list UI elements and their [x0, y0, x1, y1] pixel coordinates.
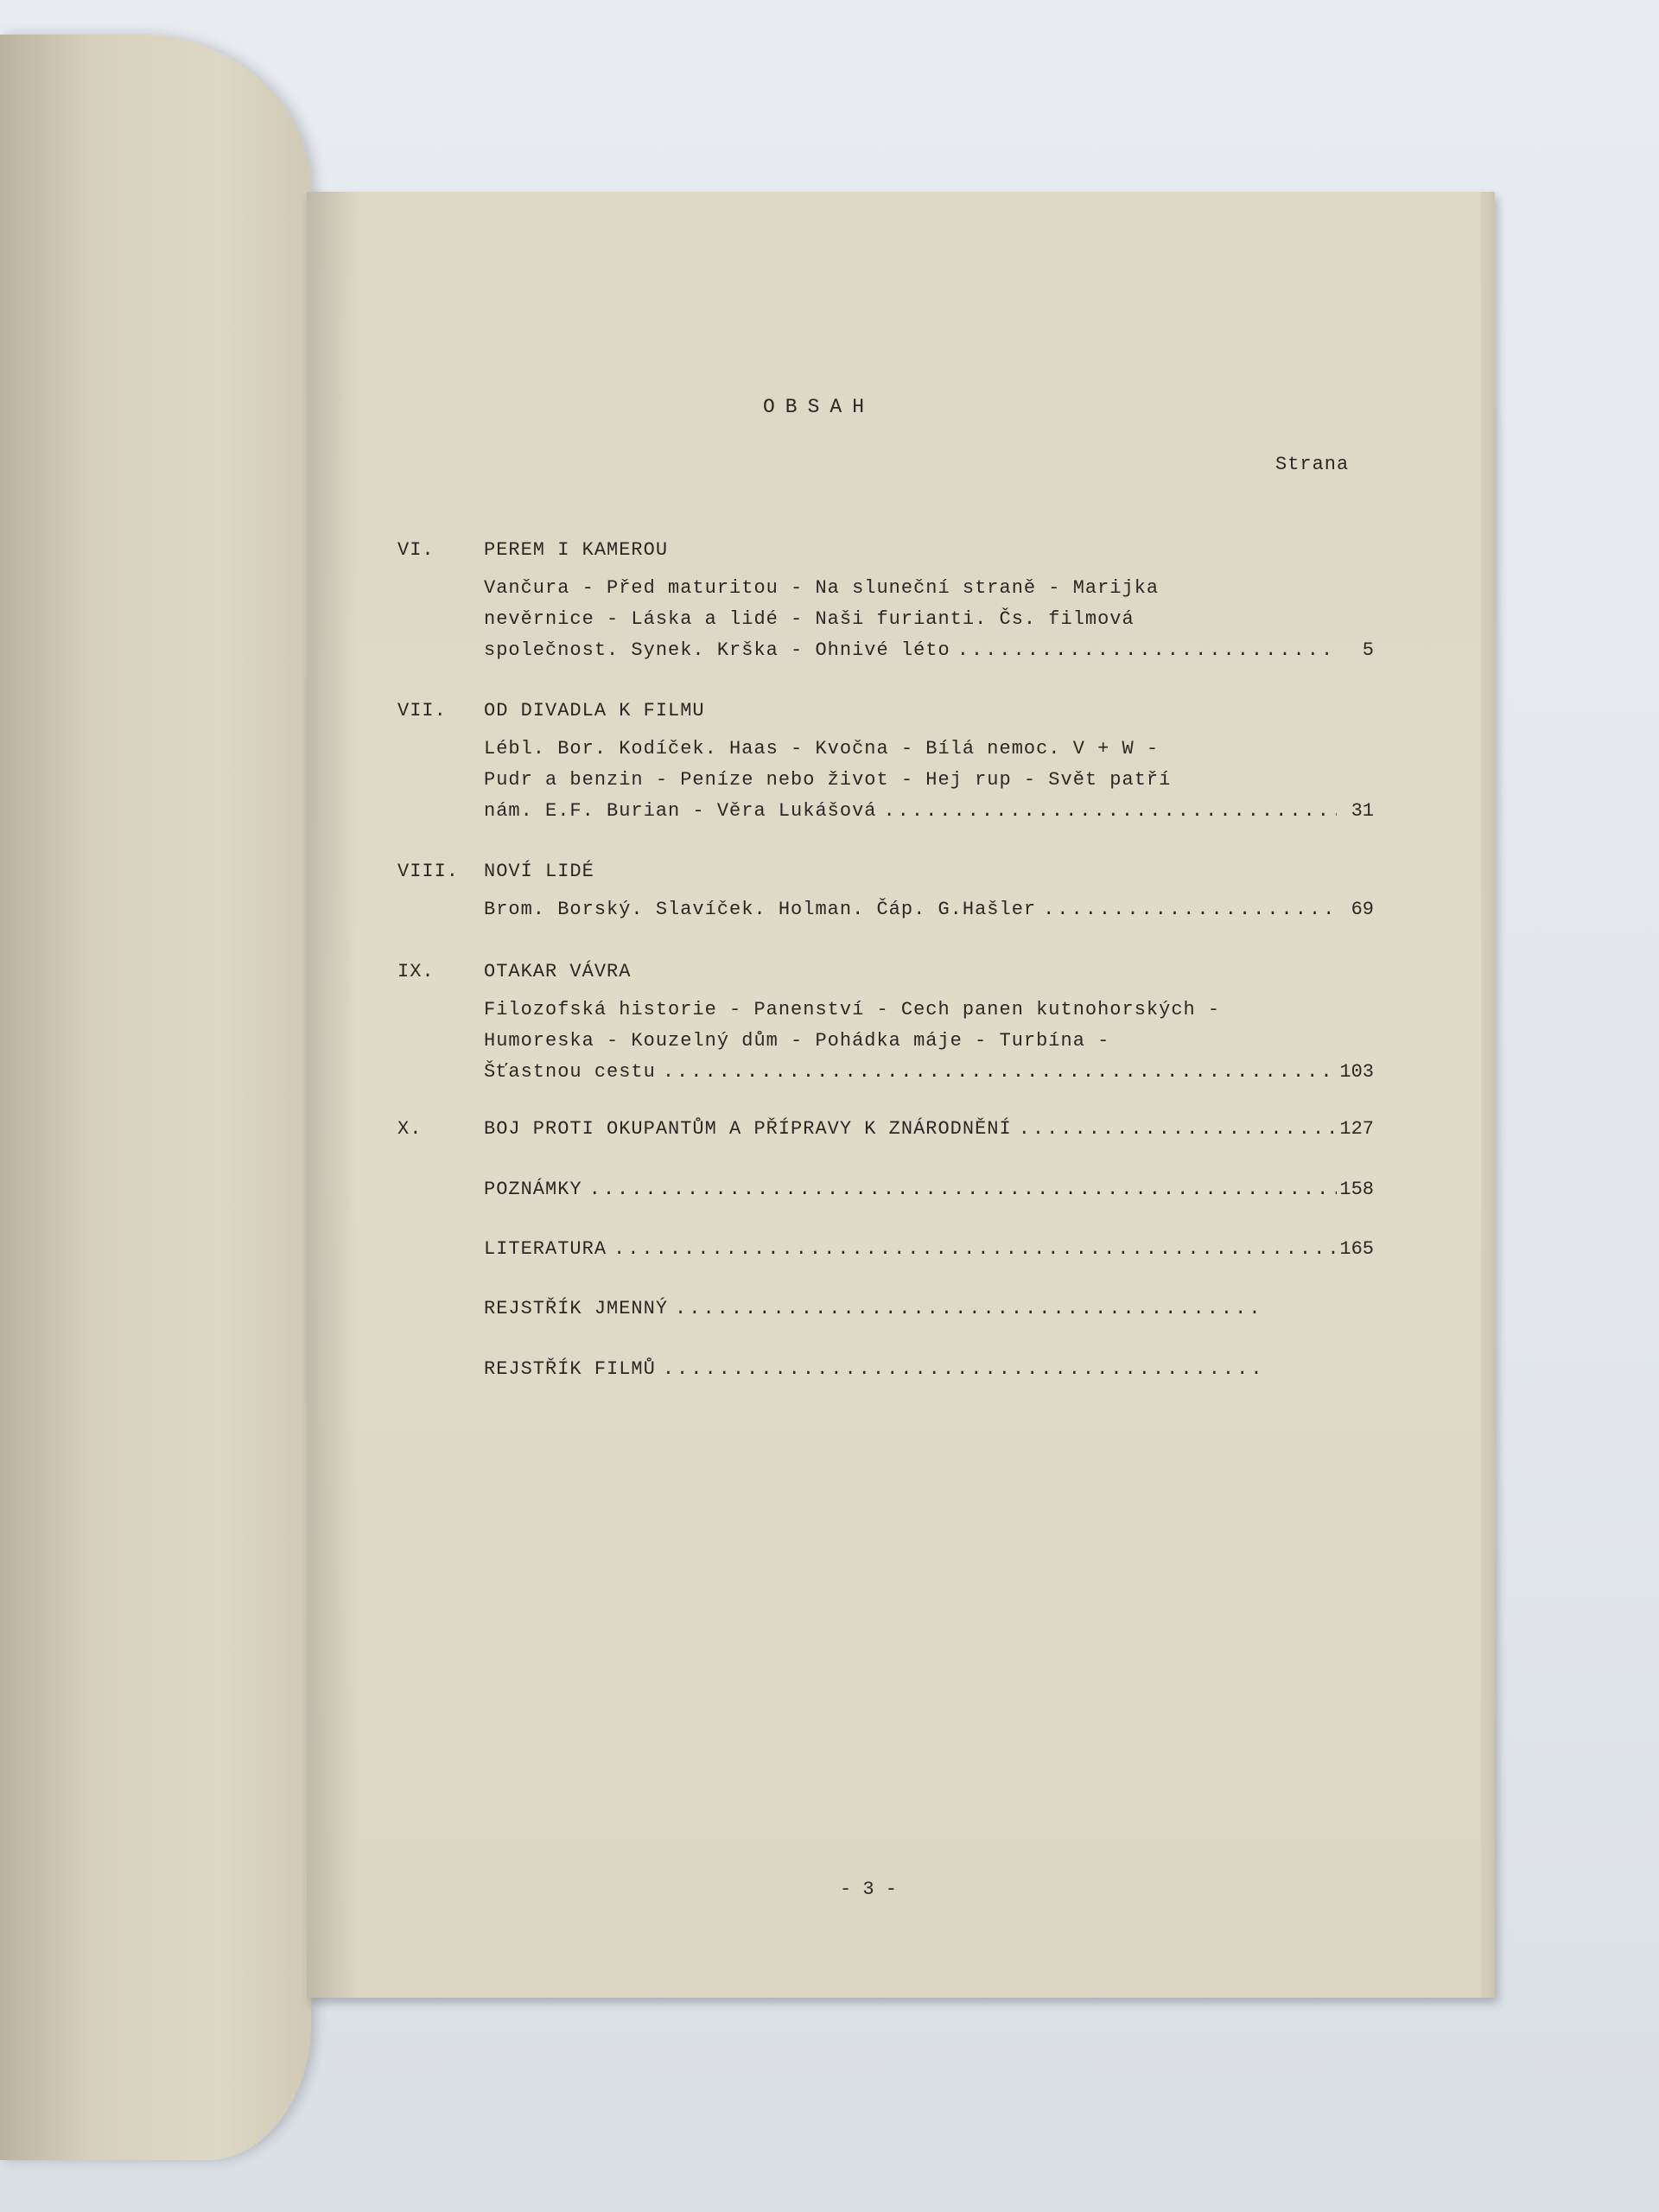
appendix-label: REJSTŘÍK JMENNÝ [484, 1298, 669, 1319]
dot-leader [675, 1298, 1259, 1319]
chapter-line-with-leader [484, 899, 1344, 920]
chapter-line: Humoreska - Kouzelný dům - Pohádka máje - Turbína - [484, 1030, 1110, 1052]
chapter-line: nevěrnice - Láska a lidé - Naši furianti. Čs. filmová [484, 608, 1135, 630]
chapter-numeral: X. [397, 1118, 423, 1140]
chapter-heading: BOJ PROTI OKUPANTŮM A PŘÍPRAVY K ZNÁRODNĚNÍ [484, 1118, 1012, 1140]
chapter-line: Vančura - Před maturitou - Na sluneční straně - Marijka [484, 577, 1160, 599]
left-page-curl [0, 35, 311, 2160]
chapter-heading: PEREM I KAMEROU [484, 539, 669, 561]
chapter-heading: OTAKAR VÁVRA [484, 961, 632, 982]
chapter-line: nám. E.F. Burian - Věra Lukášová [484, 800, 877, 822]
dot-leader [663, 1358, 1259, 1380]
appendix-line-with-leader [484, 1298, 1266, 1319]
page-number: 69 [1351, 899, 1374, 920]
dot-leader [957, 639, 1337, 661]
appendix-label: LITERATURA [484, 1238, 607, 1260]
page-number: 127 [1339, 1118, 1374, 1140]
page-number: 5 [1362, 639, 1374, 661]
page-number: 31 [1351, 800, 1374, 822]
appendix-label: POZNÁMKY [484, 1179, 582, 1200]
dot-leader [613, 1238, 1337, 1260]
toc-title: OBSAH [763, 396, 875, 418]
chapter-line: Lébl. Bor. Kodíček. Haas - Kvočna - Bílá nemoc. V + W - [484, 738, 1160, 760]
chapter-numeral: VII. [397, 700, 447, 721]
dot-leader [1019, 1118, 1337, 1140]
chapter-numeral: VI. [397, 539, 435, 561]
chapter-heading: NOVÍ LIDÉ [484, 861, 594, 882]
page-column-label: Strana [1275, 454, 1350, 475]
dot-leader [589, 1179, 1337, 1200]
page-number: 158 [1339, 1179, 1374, 1200]
chapter-line-with-leader [484, 1118, 1344, 1140]
chapter-numeral: VIII. [397, 861, 460, 882]
chapter-line: Brom. Borský. Slavíček. Holman. Čáp. G.Hašler [484, 899, 1037, 920]
dot-leader [663, 1061, 1337, 1083]
chapter-heading: OD DIVADLA K FILMU [484, 700, 705, 721]
dot-leader [1043, 899, 1337, 920]
chapter-line: Pudr a benzin - Peníze nebo život - Hej rup - Svět patří [484, 769, 1172, 791]
gutter-shadow [307, 192, 359, 1998]
chapter-line: Filozofská historie - Panenství - Cech panen kutnohorských - [484, 999, 1221, 1020]
chapter-line-with-leader [484, 639, 1344, 661]
appendix-line-with-leader [484, 1358, 1266, 1380]
chapter-numeral: IX. [397, 961, 435, 982]
chapter-line-with-leader [484, 1061, 1344, 1083]
chapter-line: Šťastnou cestu [484, 1061, 656, 1083]
appendix-line-with-leader [484, 1238, 1344, 1260]
dot-leader [883, 800, 1337, 822]
appendix-label: REJSTŘÍK FILMŮ [484, 1358, 656, 1380]
page-number: 103 [1339, 1061, 1374, 1083]
page-number: 165 [1339, 1238, 1374, 1260]
chapter-line: společnost. Synek. Krška - Ohnivé léto [484, 639, 950, 661]
chapter-line-with-leader [484, 800, 1344, 822]
appendix-line-with-leader [484, 1179, 1344, 1200]
page-footer-number: - 3 - [840, 1878, 898, 1900]
